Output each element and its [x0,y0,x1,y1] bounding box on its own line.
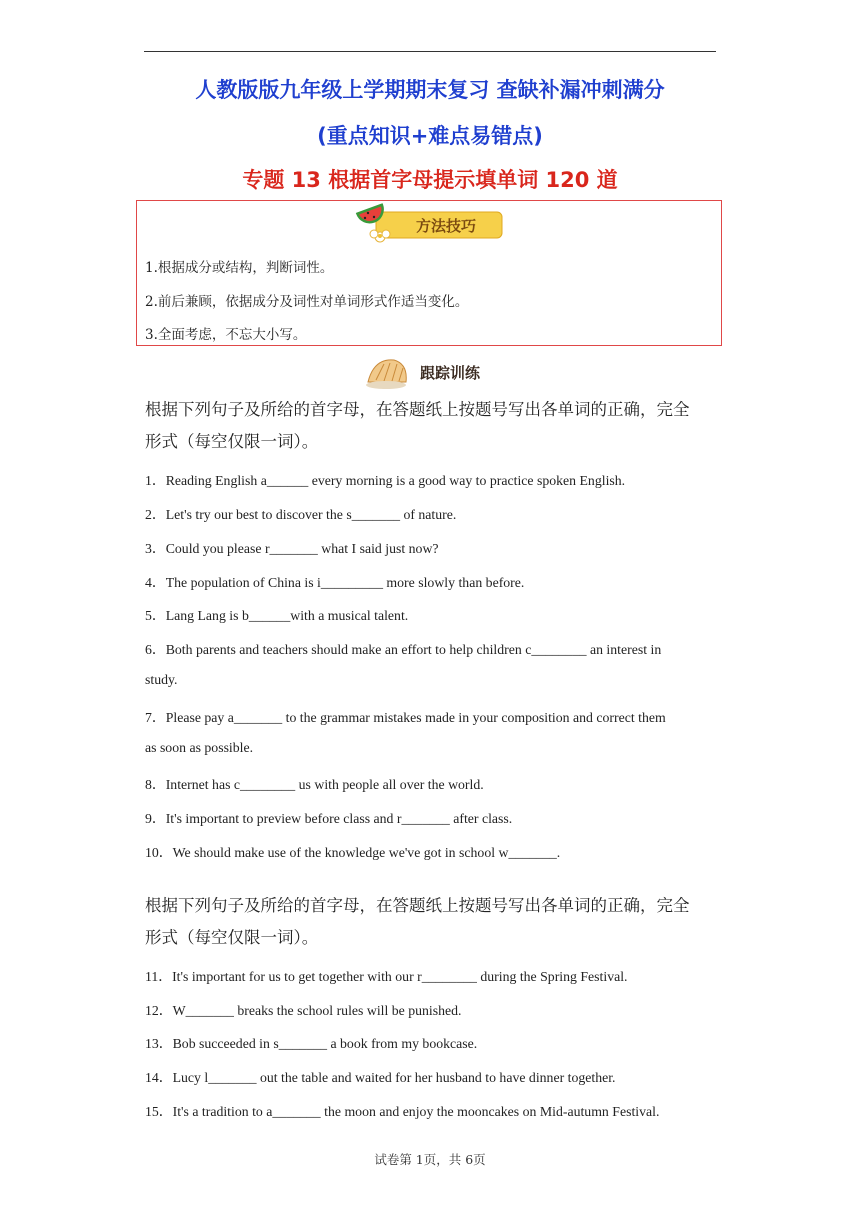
practice-banner [364,352,496,392]
tips-banner [354,203,506,245]
question-13: 13．Bob succeeded in s_______ a book from my bookcase. [145,1036,478,1051]
section1-instruction-line2: 形式（每空仅限一词）。 [145,432,319,451]
question-11: 11．It's important for us to get together with our r________ during the Spring Festival. [145,969,628,984]
doc-title-line1: 人教版版九年级上学期期末复习 查缺补漏冲刺满分 [195,78,665,102]
question-12: 12．W_______ breaks the school rules will be punished. [145,1003,462,1018]
tips-banner-label: 方法技巧 [415,217,477,235]
question-7-cont: as soon as possible. [145,740,254,755]
question-15: 15．It's a tradition to a_______ the moon and enjoy the mooncakes on Mid-autumn Festival. [145,1104,660,1119]
tip-item-2: 2.前后兼顾，依据成分及词性对单词形式作适当变化。 [145,294,469,310]
question-10: 10．We should make use of the knowledge we've got in school w_______. [145,845,561,860]
shell-icon [366,360,406,389]
doc-title-line2: (重点知识+难点易错点) [317,124,543,148]
question-3: 3．Could you please r_______ what I said just now? [145,541,439,556]
doc-title-line3: 专题 13 根据首字母提示填单词 120 道 [242,168,618,192]
top-rule [144,51,716,52]
question-4: 4．The population of China is i_________ more slowly than before. [145,575,525,590]
question-7: 7．Please pay a_______ to the grammar mistakes made in your composition and correct them [145,710,666,725]
section1-instruction-line1: 根据下列句子及所给的首字母，在答题纸上按题号写出各单词的正确，完全 [145,400,690,419]
section2-instruction-line1: 根据下列句子及所给的首字母，在答题纸上按题号写出各单词的正确，完全 [145,896,690,915]
question-5: 5．Lang Lang is b______with a musical talent. [145,608,409,623]
tip-item-1: 1.根据成分或结构，判断词性。 [145,260,334,276]
flower-icon [370,230,390,242]
question-8: 8．Internet has c________ us with people all over the world. [145,777,484,792]
question-6: 6．Both parents and teachers should make an effort to help children c________ an interest in [145,642,662,657]
page-footer: 试卷第 1页，共 6页 [374,1152,486,1167]
tip-item-3: 3.全面考虑，不忘大小写。 [145,327,307,343]
section2-instruction-line2: 形式（每空仅限一词）。 [145,928,319,947]
question-1: 1．Reading English a______ every morning is a good way to practice spoken English. [145,473,626,488]
question-14: 14．Lucy l_______ out the table and waited for her husband to have dinner together. [145,1070,616,1085]
question-9: 9．It's important to preview before class and r_______ after class. [145,811,513,826]
question-2: 2．Let's try our best to discover the s_______ of nature. [145,507,457,522]
practice-banner-label: 跟踪训练 [419,364,481,382]
question-6-cont: study. [145,672,178,687]
